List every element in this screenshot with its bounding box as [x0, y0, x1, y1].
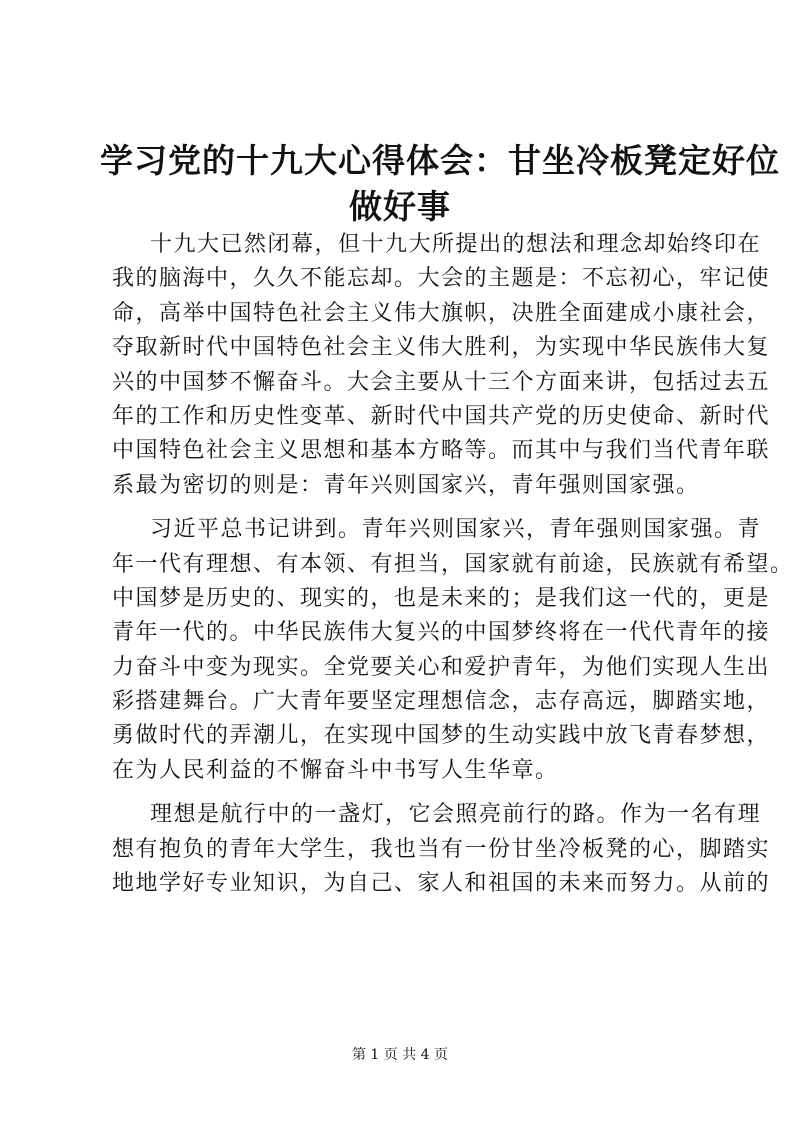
- paragraph-1: [112, 228, 771, 503]
- text-line: 夺取新时代中国特色社会主义伟大胜利，为实现中华民族伟大复: [112, 335, 771, 361]
- text-line: 力奋斗中变为现实。全党要关心和爱护青年，为他们实现人生出: [112, 654, 771, 680]
- text-line: 年的工作和历史性变革、新时代中国共产党的历史使命、新时代: [112, 403, 771, 429]
- text-line: 中国特色社会主义思想和基本方略等。而其中与我们当代青年联: [112, 438, 771, 464]
- text-line: 中国梦是历史的、现实的，也是未来的；是我们这一代的，更是: [112, 585, 771, 611]
- text-line: 年一代有理想、有本领、有担当，国家就有前途，民族就有希望。: [112, 551, 794, 577]
- text-line: 兴的中国梦不懈奋斗。大会主要从十三个方面来讲，包括过去五: [112, 369, 771, 395]
- text-line: 青年一代的。中华民族伟大复兴的中国梦终将在一代代青年的接: [112, 620, 771, 646]
- text-line: 彩搭建舞台。广大青年要坚定理想信念，志存高远，脚踏实地，: [112, 689, 771, 715]
- title-line-2: 做好事: [349, 187, 451, 226]
- text-line: 想有抱负的青年大学生，我也当有一份甘坐冷板凳的心，脚踏实: [112, 836, 771, 862]
- text-line: 在为人民利益的不懈奋斗中书写人生华章。: [112, 757, 559, 783]
- page-title: [100, 138, 780, 230]
- paragraph-3: [112, 798, 771, 901]
- text-line: 地地学好专业知识，为自己、家人和祖国的未来而努力。从前的: [112, 871, 771, 897]
- text-line: 我的脑海中，久久不能忘却。大会的主题是：不忘初心，牢记使: [112, 266, 771, 292]
- text-line: 十九大已然闭幕，但十九大所提出的想法和理念却始终印在: [150, 232, 762, 257]
- text-line: 命，高举中国特色社会主义伟大旗帜，决胜全面建成小康社会，: [112, 300, 771, 326]
- text-line: 理想是航行中的一盏灯，它会照亮前行的路。作为一名有理: [150, 802, 762, 828]
- text-line: 习近平总书记讲到。青年兴则国家兴，青年强则国家强。青: [150, 517, 762, 543]
- paragraph-2: [112, 513, 794, 788]
- page-footer: 第 1 页 共 4 页: [351, 1047, 449, 1063]
- title-line-1: 学习党的十九大心得体会：甘坐冷板凳定好位: [100, 141, 780, 180]
- body-text: [112, 228, 794, 911]
- text-line: 系最为密切的则是：青年兴则国家兴，青年强则国家强。: [112, 472, 700, 498]
- text-line: 勇做时代的弄潮儿，在实现中国梦的生动实践中放飞青春梦想，: [112, 723, 771, 749]
